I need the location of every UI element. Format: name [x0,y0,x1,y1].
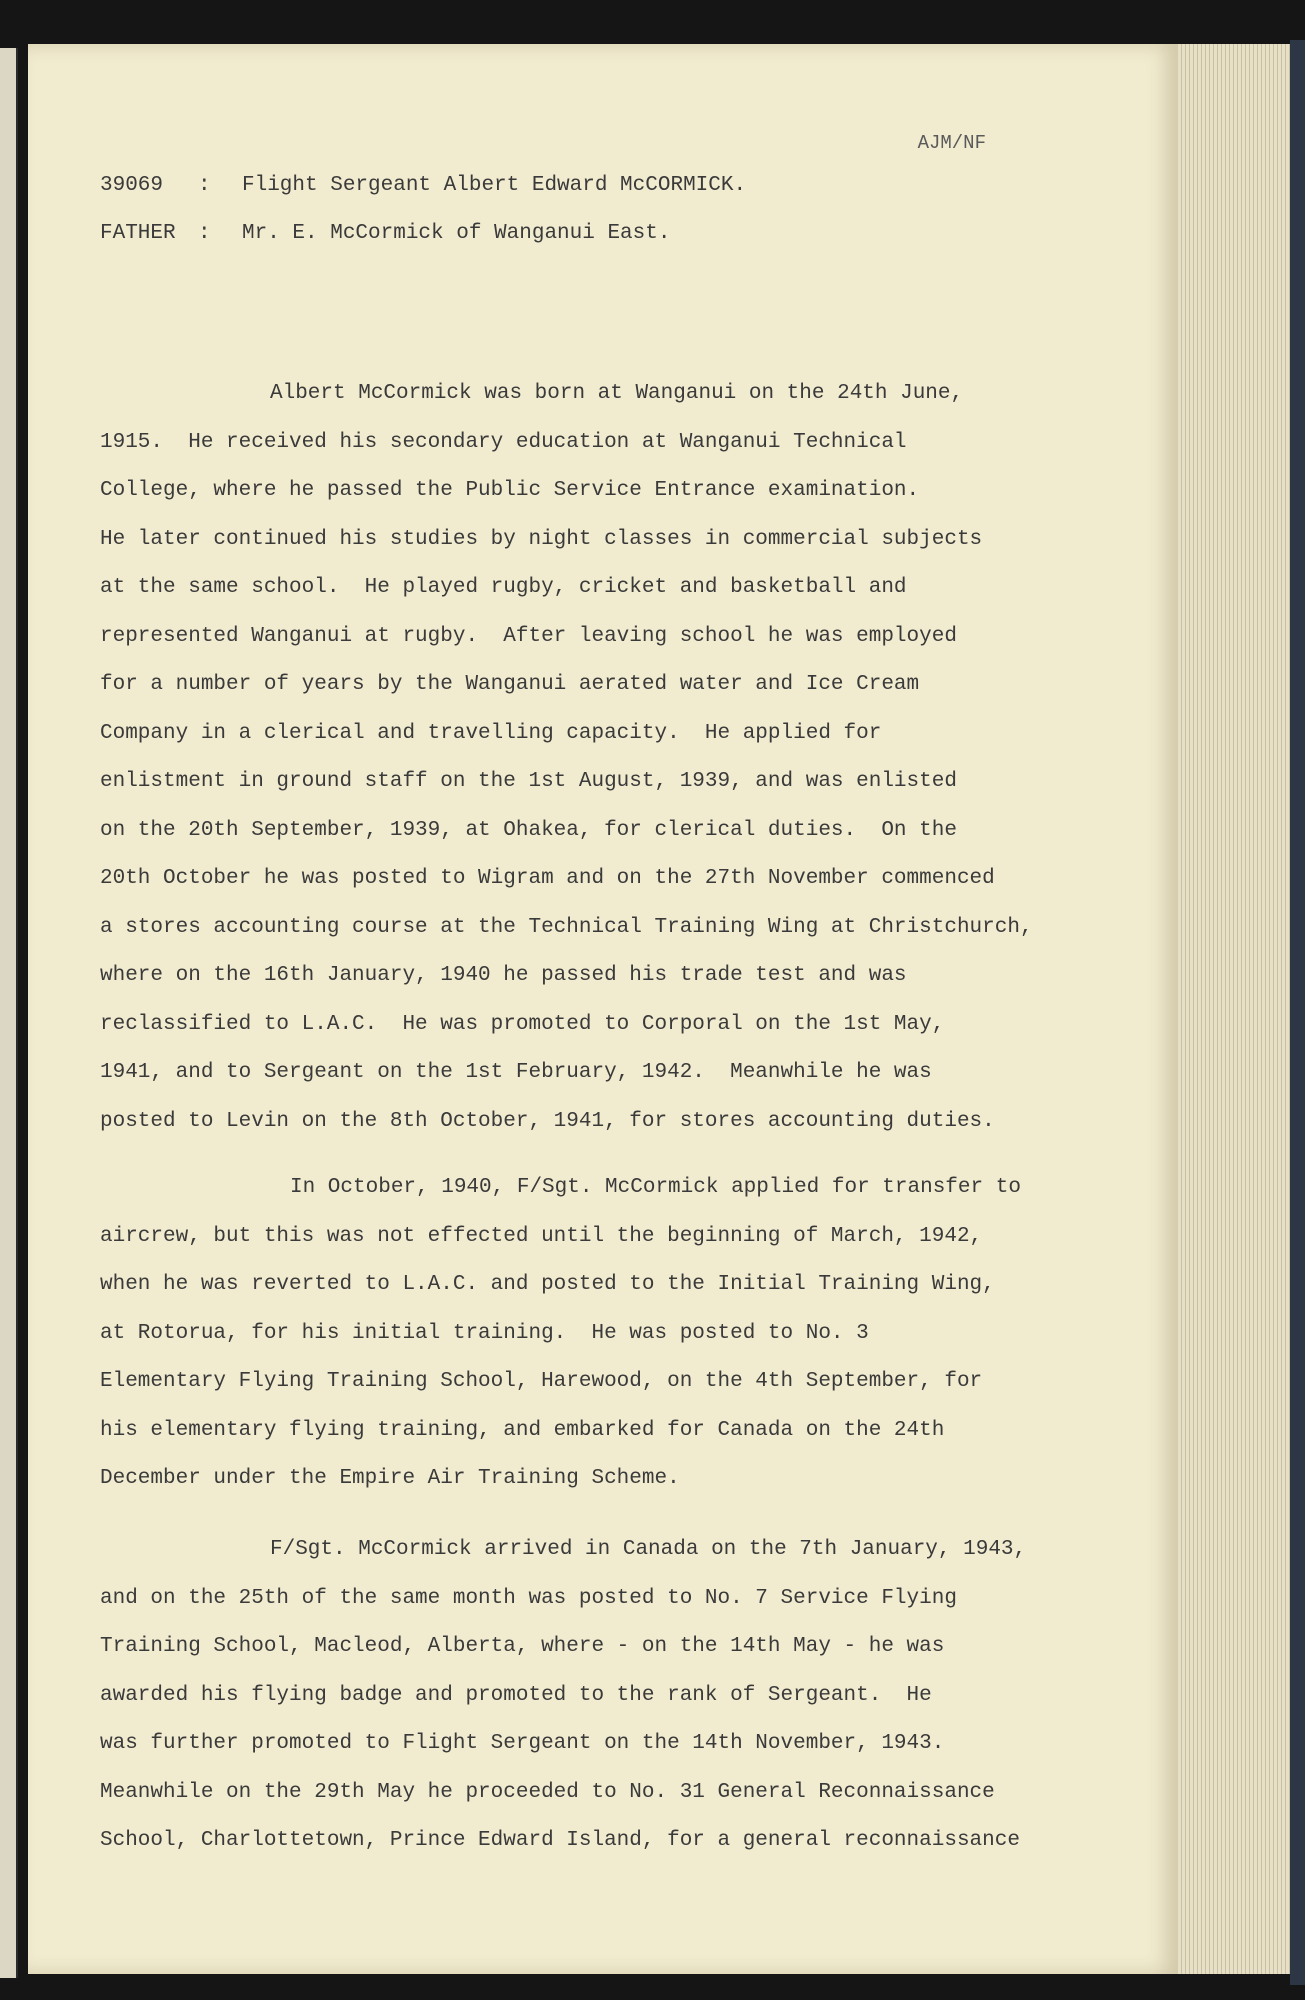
record-title: Flight Sergeant Albert Edward McCORMICK. [242,174,747,197]
text-line: represented Wanganui at rugby. After leaving school he was employed [100,624,957,648]
text-line: December under the Empire Air Training Scheme. [100,1467,680,1490]
father-line [100,222,670,245]
text-line: He later continued his studies by night classes in commercial subjects [100,527,983,551]
text-line: enlistment in ground staff on the 1st August, 1939, and was enlisted [100,770,957,793]
record-number: 39069 [100,174,164,197]
paragraph-3 [100,1526,1190,1866]
text-line: his elementary flying training, and embarked for Canada on the 24th [100,1418,945,1442]
book-cover-edge [1290,40,1305,1985]
text-line: on the 20th September, 1939, at Ohakea, for clerical duties. On the [100,818,957,842]
text-line: when he was reverted to L.A.C. and posted to the Initial Training Wing, [100,1273,995,1296]
text-line: at the same school. He played rugby, cricket and basketball and [100,576,907,599]
text-line: Elementary Flying Training School, Harewood, on the 4th September, for [100,1370,983,1393]
text-line: awarded his flying badge and promoted to the rank of Sergeant. He [100,1683,932,1707]
paragraph-1 [100,370,1190,1146]
document-page [28,44,1178,1974]
text-line: posted to Levin on the 8th October, 1941, for stores accounting duties. [100,1109,995,1133]
reference-code: AJM/NF [917,132,986,154]
text-line: reclassified to L.A.C. He was promoted to Corporal on the 1st May, [100,1012,945,1036]
father-separator: : [198,222,211,245]
text-line: and on the 25th of the same month was posted to No. 7 Service Flying [100,1586,957,1610]
text-line: 1915. He received his secondary education at Wanganui Technical [100,430,907,454]
text-line: College, where he passed the Public Service Entrance examination. [100,479,920,502]
paragraph-2 [100,1164,1190,1504]
record-heading [100,174,746,197]
book-page-edges [1178,44,1302,1974]
text-line: Meanwhile on the 29th May he proceeded to No. 31 General Reconnaissance [100,1780,995,1804]
text-line: aircrew, but this was not effected until the beginning of March, 1942, [100,1224,983,1248]
previous-page-edge [0,48,18,1978]
text-line: 20th October he was posted to Wigram and on the 27th November commenced [100,867,995,890]
text-line: School, Charlottetown, Prince Edward Island, for a general reconnaissance [100,1829,1020,1852]
typed-text [28,44,1178,1974]
text-line: Company in a clerical and travelling capacity. He applied for [100,721,882,745]
text-line: 1941, and to Sergeant on the 1st February, 1942. Meanwhile he was [100,1061,932,1084]
father-label: FATHER [100,222,176,245]
record-separator: : [198,174,211,197]
text-line: was further promoted to Flight Sergeant on the 14th November, 1943. [100,1732,945,1755]
text-line: Albert McCormick was born at Wanganui on the 24th June, [270,382,964,405]
text-line: F/Sgt. McCormick arrived in Canada on the 7th January, 1943, [270,1538,1027,1561]
text-line: Training School, Macleod, Alberta, where - on the 14th May - he was [100,1635,945,1658]
text-line: at Rotorua, for his initial training. He was posted to No. 3 [100,1321,869,1345]
text-line: for a number of years by the Wanganui aerated water and Ice Cream [100,673,920,696]
text-line: In October, 1940, F/Sgt. McCormick applied for transfer to [290,1176,1021,1199]
father-value: Mr. E. McCormick of Wanganui East. [242,222,671,245]
text-line: a stores accounting course at the Technical Training Wing at Christchurch, [100,915,1033,939]
text-line: where on the 16th January, 1940 he passed his trade test and was [100,964,907,987]
